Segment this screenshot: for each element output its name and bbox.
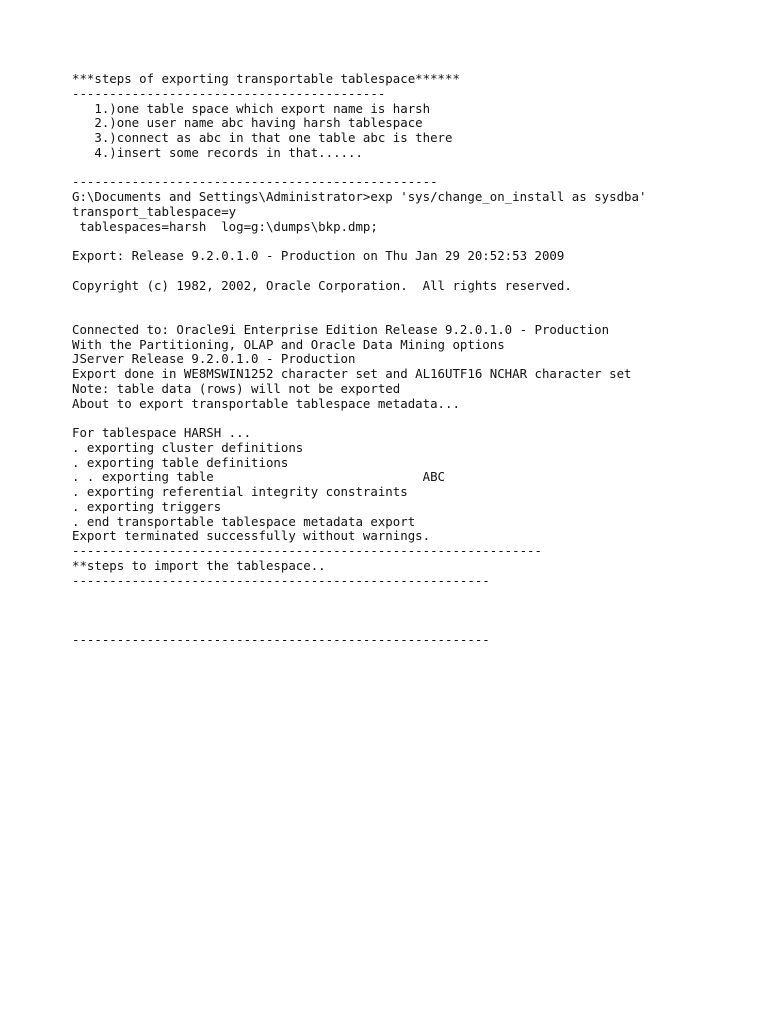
text-line: ***steps of exporting transportable tablespace******: [72, 71, 460, 86]
text-line: . exporting cluster definitions: [72, 439, 304, 455]
text-line: Export: Release 9.2.0.1.0 - Production on Thu Jan 29 20:52:53 2009: [72, 248, 565, 263]
text-line: For tablespace HARSH ...: [72, 425, 252, 440]
separator-line: --------------------------------------------------------: [72, 631, 490, 647]
blank-line: [72, 588, 732, 603]
blank-line: [72, 264, 732, 279]
blank-line: [72, 161, 732, 176]
text-line: About to export transportable tablespace metadata...: [72, 395, 460, 411]
text-line: Export done in WE8MSWIN1252 character set and AL16UTF16 NCHAR character set: [72, 366, 632, 381]
text-line: tablespaces=harsh log=g:\dumps\bkp.dmp;: [72, 218, 378, 234]
text-line: 1.)one table space which export name is harsh: [72, 100, 431, 116]
separator-line: --------------------------------------------------------: [72, 572, 490, 588]
blank-line: [72, 411, 732, 426]
text-line: Copyright (c) 1982, 2002, Oracle Corporation. All rights reserved.: [72, 277, 572, 293]
blank-line: [72, 308, 732, 323]
blank-line: [72, 603, 732, 618]
text-line: Note: table data (rows) will not be exported: [72, 380, 401, 396]
text-line: 3.)connect as abc in that one table abc is there: [72, 130, 453, 145]
blank-line: [72, 293, 732, 308]
text-line: Export terminated successfully without warnings.: [72, 528, 431, 544]
text-line: . exporting table definitions: [72, 454, 289, 470]
document-page: [72, 72, 732, 647]
text-line: Connected to: Oracle9i Enterprise Edition Release 9.2.0.1.0 - Production: [72, 321, 610, 337]
separator-line: ---------------------------------------------------------------: [72, 543, 542, 558]
separator-line: ------------------------------------------: [72, 85, 386, 101]
text-line: transport_tablespace=y: [72, 203, 237, 219]
blank-line: [72, 618, 732, 633]
text-line: . . exporting table ABC: [72, 469, 445, 485]
text-line: 4.)insert some records in that......: [72, 144, 363, 160]
text-line: . end transportable tablespace metadata export: [72, 513, 416, 529]
text-line: **steps to import the tablespace..: [72, 557, 326, 573]
text-line: With the Partitioning, OLAP and Oracle Data Mining options: [72, 336, 505, 352]
text-line: G:\Documents and Settings\Administrator>exp 'sys/change_on_install as sysdba': [72, 189, 647, 204]
text-line: . exporting referential integrity constraints: [72, 484, 408, 499]
text-line: . exporting triggers: [72, 498, 222, 514]
separator-line: -------------------------------------------------: [72, 174, 438, 190]
text-line: JServer Release 9.2.0.1.0 - Production: [72, 351, 356, 367]
text-line: 2.)one user name abc having harsh tablespace: [72, 115, 423, 131]
blank-line: [72, 234, 732, 249]
